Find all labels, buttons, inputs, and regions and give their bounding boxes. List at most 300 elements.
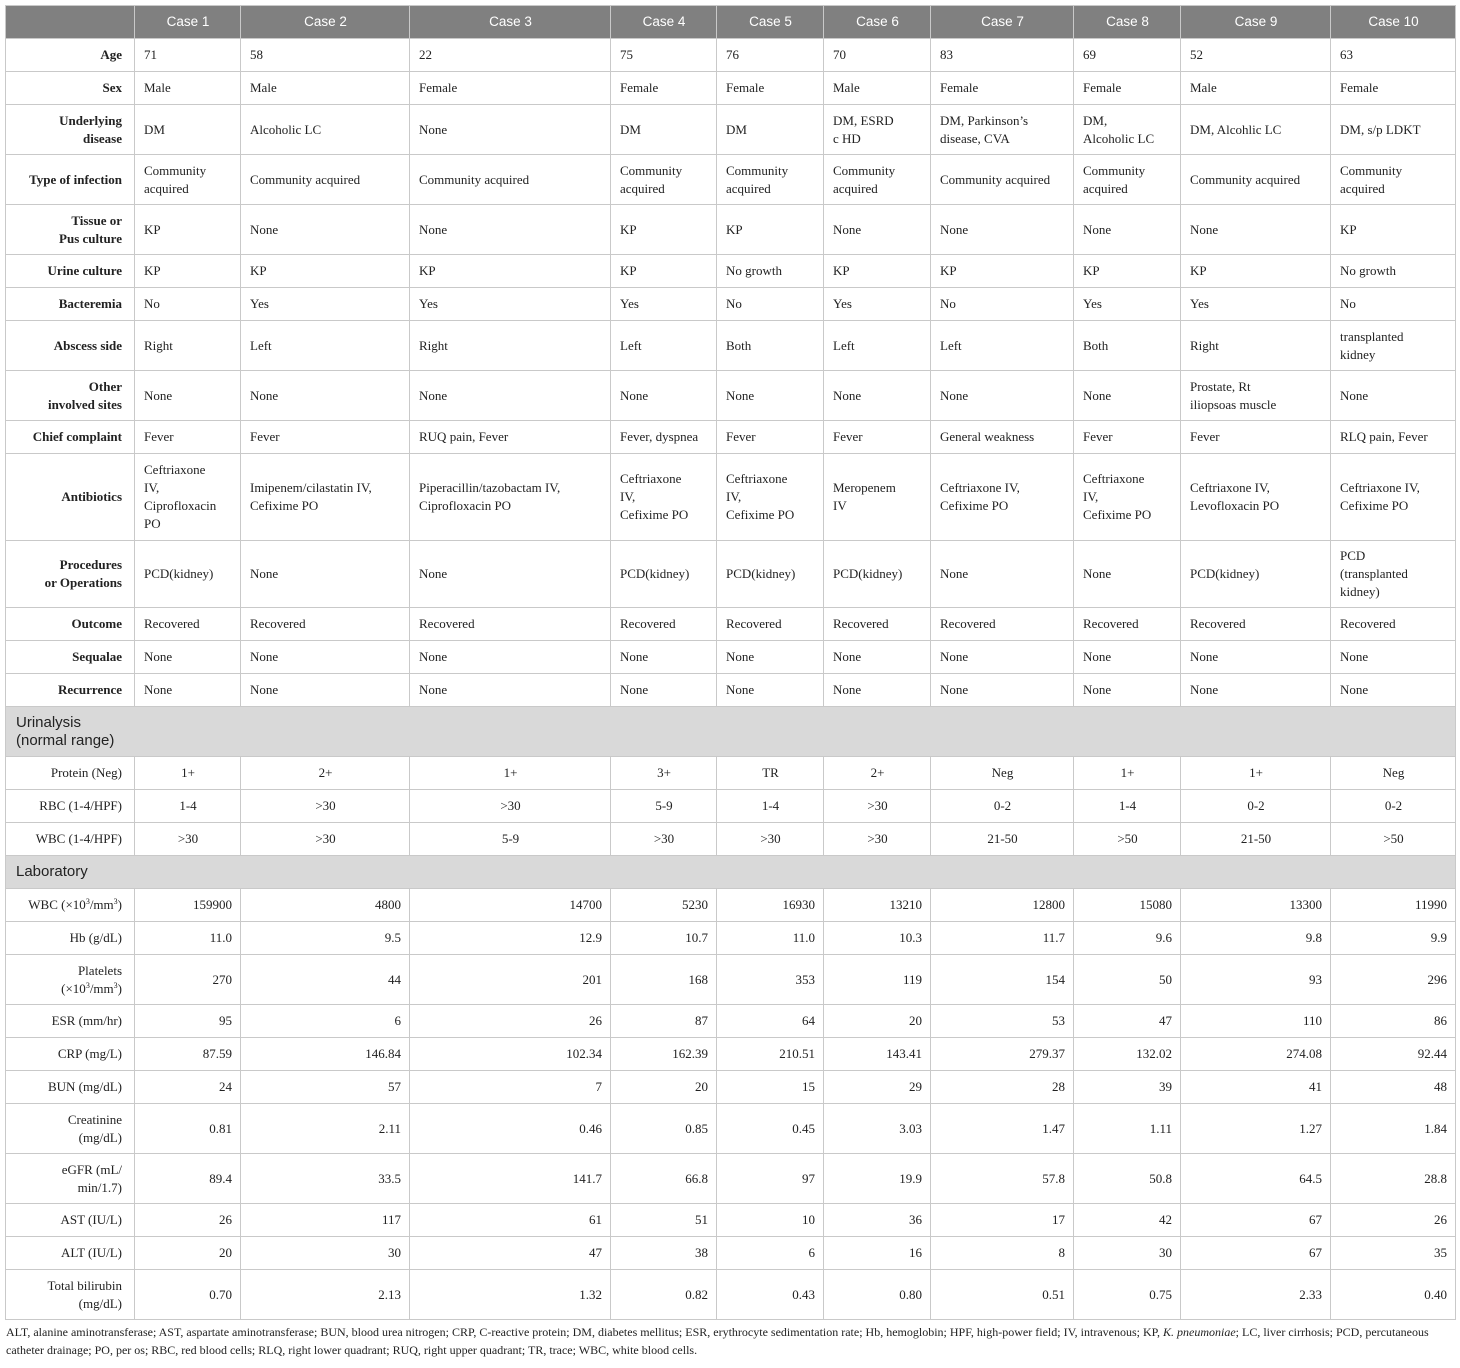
table-cell: >30 <box>241 823 410 856</box>
row-label-line: Hb (g/dL) <box>69 930 122 945</box>
cell-line: Community <box>726 162 789 178</box>
column-header-case-2: Case 2 <box>241 6 410 39</box>
table-cell: 4800 <box>241 889 410 922</box>
row-label-line: CRP (mg/L) <box>57 1046 122 1061</box>
table-cell <box>410 72 611 105</box>
cell-line: IV, <box>1083 489 1099 504</box>
table-cell <box>717 454 824 541</box>
table-cell <box>241 105 410 155</box>
cell-line: iliopsoas muscle <box>1190 396 1277 412</box>
cell-line: Recovered <box>833 616 889 631</box>
table-cell <box>1074 155 1181 205</box>
row-label <box>6 674 135 707</box>
urinalysis-section <box>6 707 1456 757</box>
table-cell: 61 <box>410 1204 611 1237</box>
cell-line: (transplanted <box>1340 566 1408 581</box>
cell-line: Recovered <box>726 616 782 631</box>
table-cell: 9.8 <box>1181 922 1331 955</box>
table-cell: 11.0 <box>717 922 824 955</box>
row-label <box>6 1204 135 1237</box>
cell-line: None <box>419 566 448 581</box>
column-header-case-1: Case 1 <box>135 6 241 39</box>
row-label <box>6 823 135 856</box>
cell-line: Ceftriaxone <box>1083 471 1145 486</box>
cell-line: acquired <box>833 180 878 196</box>
table-cell <box>717 288 824 321</box>
table-cell: 154 <box>931 955 1074 1005</box>
table-cell: 64 <box>717 1005 824 1038</box>
cell-line: Yes <box>1190 296 1209 311</box>
table-cell <box>824 454 931 541</box>
row-label <box>6 1005 135 1038</box>
cell-line: Female <box>1340 80 1379 95</box>
cell-line: Community acquired <box>419 171 530 187</box>
row-label-line: Bacteremia <box>58 296 122 311</box>
cell-line: KP <box>620 221 637 237</box>
clinical-row <box>6 255 1456 288</box>
table-cell: 1-4 <box>717 790 824 823</box>
cell-line: None <box>1190 682 1219 697</box>
table-cell <box>824 371 931 421</box>
table-cell <box>135 421 241 454</box>
cell-line: KP <box>1083 263 1100 278</box>
cell-line: None <box>250 387 279 403</box>
cell-line: Piperacillin/tazobactam IV, <box>419 480 561 495</box>
table-cell: 1-4 <box>135 790 241 823</box>
cell-line: Community <box>144 162 207 178</box>
cell-line: Cefixime PO <box>1340 498 1409 513</box>
table-cell <box>135 155 241 205</box>
laboratory-row <box>6 955 1456 1005</box>
table-cell <box>410 608 611 641</box>
cell-line: None <box>419 649 448 664</box>
table-cell: 89.4 <box>135 1154 241 1204</box>
table-cell <box>135 255 241 288</box>
table-cell: 67 <box>1181 1237 1331 1270</box>
footnote-text-1: ALT, alanine aminotransferase; AST, aspartate aminotransferase; BUN, blood urea nitrogen; CRP, C-reactive protein; DM, diabetes mellitus; ESR, erythrocyte sedimentation rate; Hb, hemoglobin; HPF, high-power field; IV, intravenous; KP, <box>6 1325 1164 1339</box>
cell-line: None <box>833 221 862 237</box>
column-header-case-3: Case 3 <box>410 6 611 39</box>
table-cell: 353 <box>717 955 824 1005</box>
row-label <box>6 39 135 72</box>
table-cell <box>1331 674 1456 707</box>
table-cell <box>824 674 931 707</box>
table-cell <box>1181 255 1331 288</box>
cell-line: Male <box>250 80 277 95</box>
row-label-line: Platelets <box>77 962 122 978</box>
table-cell <box>717 541 824 608</box>
table-cell: 1+ <box>1181 757 1331 790</box>
cell-line: KP <box>144 263 161 278</box>
row-label <box>6 889 135 922</box>
row-label <box>6 1237 135 1270</box>
section-title-line: (normal range) <box>16 731 115 749</box>
clinical-row <box>6 454 1456 541</box>
laboratory-row <box>6 1104 1456 1154</box>
cell-line: None <box>726 649 755 664</box>
table-cell <box>1331 288 1456 321</box>
cell-line: transplanted <box>1340 328 1404 344</box>
cell-line: Alcoholic LC <box>1083 130 1155 146</box>
row-label <box>6 541 135 608</box>
table-cell: 3+ <box>611 757 717 790</box>
cell-line: PCD(kidney) <box>1190 566 1260 581</box>
row-label <box>6 790 135 823</box>
row-label-line: Pus culture <box>59 230 122 246</box>
table-footnote <box>5 1324 1458 1359</box>
table-cell: >30 <box>717 823 824 856</box>
table-cell: 17 <box>931 1204 1074 1237</box>
cell-line: None <box>1340 649 1369 664</box>
row-label-line: WBC (1-4/HPF) <box>35 831 122 846</box>
cell-line: No <box>940 296 956 311</box>
table-cell: 10.7 <box>611 922 717 955</box>
table-cell <box>1331 641 1456 674</box>
row-label-line: ESR (mm/hr) <box>51 1013 122 1028</box>
table-cell: 0-2 <box>1331 790 1456 823</box>
cell-line: DM, Parkinson’s <box>940 112 1029 128</box>
table-cell: 9.9 <box>1331 922 1456 955</box>
cell-line: None <box>1190 649 1219 664</box>
cell-line: Right <box>419 337 448 353</box>
cell-line: Ceftriaxone IV, <box>1340 480 1420 495</box>
cell-line: PO <box>144 516 161 531</box>
table-cell <box>611 321 717 371</box>
table-cell: 92.44 <box>1331 1038 1456 1071</box>
cell-line: Recovered <box>1190 616 1246 631</box>
table-cell <box>824 421 931 454</box>
cell-line: disease, CVA <box>940 130 1010 146</box>
table-cell <box>931 421 1074 454</box>
table-cell <box>931 105 1074 155</box>
table-cell <box>1331 421 1456 454</box>
row-label-part: (×10 <box>61 980 86 996</box>
clinical-row <box>6 321 1456 371</box>
row-label-line: disease <box>83 130 122 146</box>
table-cell <box>1074 421 1181 454</box>
table-cell: 0.82 <box>611 1270 717 1320</box>
cell-line: KP <box>250 263 267 278</box>
table-cell <box>824 255 931 288</box>
row-label-line: (mg/dL) <box>78 1295 122 1311</box>
row-label-line: involved sites <box>47 396 122 412</box>
table-cell <box>1181 541 1331 608</box>
table-cell <box>931 541 1074 608</box>
urinalysis-section-title <box>6 707 1456 757</box>
cell-line: Left <box>250 337 272 353</box>
table-cell: 110 <box>1181 1005 1331 1038</box>
cell-line: acquired <box>144 180 189 196</box>
table-cell: 16 <box>824 1237 931 1270</box>
table-cell <box>717 371 824 421</box>
table-cell: 0.70 <box>135 1270 241 1320</box>
clinical-row <box>6 421 1456 454</box>
table-cell <box>410 371 611 421</box>
table-cell <box>1074 39 1181 72</box>
table-cell: 12.9 <box>410 922 611 955</box>
table-cell: 1.27 <box>1181 1104 1331 1154</box>
table-cell <box>241 454 410 541</box>
table-cell <box>1074 641 1181 674</box>
table-cell: 274.08 <box>1181 1038 1331 1071</box>
cell-line: KP <box>620 263 637 278</box>
table-cell <box>241 421 410 454</box>
cell-line: Ceftriaxone <box>144 462 206 477</box>
cell-line: Right <box>144 337 173 353</box>
cell-line: None <box>620 387 649 403</box>
table-cell: 87 <box>611 1005 717 1038</box>
cell-line: Female <box>940 80 979 95</box>
cell-line: Yes <box>419 296 438 311</box>
cell-line: No <box>1340 296 1356 311</box>
cell-line: None <box>250 566 279 581</box>
clinical-row <box>6 641 1456 674</box>
cell-line: None <box>250 221 279 237</box>
table-cell: 6 <box>717 1237 824 1270</box>
row-label-line: AST (IU/L) <box>60 1212 122 1227</box>
table-cell <box>410 288 611 321</box>
cell-line: None <box>1190 221 1219 237</box>
table-cell: 20 <box>824 1005 931 1038</box>
table-cell: 50.8 <box>1074 1154 1181 1204</box>
row-label <box>6 205 135 255</box>
row-label <box>6 288 135 321</box>
table-cell <box>1181 674 1331 707</box>
cell-line: DM <box>144 121 165 137</box>
row-label <box>6 72 135 105</box>
table-cell <box>1331 255 1456 288</box>
row-label <box>6 1071 135 1104</box>
table-cell: 93 <box>1181 955 1331 1005</box>
cell-line: Female <box>1083 80 1122 95</box>
table-cell: 36 <box>824 1204 931 1237</box>
row-label-part: 3 <box>113 897 118 906</box>
table-cell: 2.13 <box>241 1270 410 1320</box>
table-cell <box>824 608 931 641</box>
cell-line: Left <box>833 337 855 353</box>
cell-line: Left <box>940 337 962 353</box>
table-header-row <box>6 6 1456 39</box>
table-cell <box>824 541 931 608</box>
table-cell: 53 <box>931 1005 1074 1038</box>
table-cell: 10.3 <box>824 922 931 955</box>
cell-line: Male <box>1190 80 1217 95</box>
clinical-row <box>6 608 1456 641</box>
table-cell <box>717 421 824 454</box>
row-label <box>6 454 135 541</box>
row-label-part: /mm <box>89 980 114 996</box>
cell-line: Community <box>1083 162 1146 178</box>
row-label <box>6 955 135 1005</box>
cell-line: None <box>726 387 755 403</box>
cell-line: DM, ESRD <box>833 112 894 128</box>
table-cell: 0-2 <box>1181 790 1331 823</box>
cell-line: IV <box>833 498 847 513</box>
table-cell <box>241 321 410 371</box>
cell-line: DM <box>726 121 747 137</box>
table-cell: 162.39 <box>611 1038 717 1071</box>
cell-line: Cefixime PO <box>726 507 795 522</box>
table-cell: TR <box>717 757 824 790</box>
row-label-line: (mg/dL) <box>78 1129 122 1145</box>
table-cell <box>241 641 410 674</box>
table-cell <box>931 255 1074 288</box>
table-cell <box>410 205 611 255</box>
table-cell <box>241 288 410 321</box>
table-cell <box>135 371 241 421</box>
table-cell <box>410 39 611 72</box>
table-cell: 51 <box>611 1204 717 1237</box>
cell-line: Left <box>620 337 642 353</box>
cell-line: 75 <box>620 47 633 62</box>
table-cell: 0.45 <box>717 1104 824 1154</box>
cell-line: acquired <box>1083 180 1128 196</box>
table-cell <box>611 421 717 454</box>
table-cell: 15080 <box>1074 889 1181 922</box>
table-cell <box>1331 72 1456 105</box>
table-cell <box>410 321 611 371</box>
table-cell <box>135 39 241 72</box>
column-header-case-7: Case 7 <box>931 6 1074 39</box>
table-cell: 19.9 <box>824 1154 931 1204</box>
cell-line: None <box>726 682 755 697</box>
table-cell: 28.8 <box>1331 1154 1456 1204</box>
cell-line: acquired <box>1340 180 1385 196</box>
row-label-line: Sequalae <box>72 649 122 664</box>
row-label-line: eGFR (mL/ <box>61 1161 122 1177</box>
table-cell: 13210 <box>824 889 931 922</box>
clinical-row <box>6 288 1456 321</box>
table-cell <box>931 205 1074 255</box>
table-cell: 141.7 <box>410 1154 611 1204</box>
table-cell <box>611 541 717 608</box>
laboratory-row <box>6 922 1456 955</box>
cell-line: Fever <box>250 429 280 444</box>
table-cell <box>410 421 611 454</box>
row-label-part: 3 <box>85 897 90 906</box>
row-label <box>6 608 135 641</box>
table-cell <box>1074 454 1181 541</box>
table-cell <box>611 255 717 288</box>
cell-line: DM, <box>1083 112 1108 128</box>
cell-line: No <box>726 296 742 311</box>
table-cell: 168 <box>611 955 717 1005</box>
table-cell <box>931 608 1074 641</box>
table-cell: 2+ <box>824 757 931 790</box>
cell-line: None <box>1083 221 1112 237</box>
cell-line: Imipenem/cilastatin IV, <box>250 480 372 495</box>
urinalysis-row <box>6 757 1456 790</box>
table-cell <box>1074 321 1181 371</box>
table-cell: 9.6 <box>1074 922 1181 955</box>
table-cell <box>1181 641 1331 674</box>
table-cell <box>135 105 241 155</box>
table-cell <box>611 205 717 255</box>
table-cell <box>824 641 931 674</box>
row-label-part: /mm <box>89 897 114 912</box>
table-cell: 0.75 <box>1074 1270 1181 1320</box>
clinical-row <box>6 674 1456 707</box>
row-label-line: Sex <box>102 80 122 95</box>
cell-line: None <box>833 649 862 664</box>
table-cell <box>1331 105 1456 155</box>
cell-line: Ceftriaxone <box>620 471 682 486</box>
table-cell <box>1074 255 1181 288</box>
table-cell: 50 <box>1074 955 1181 1005</box>
cell-line: Yes <box>833 296 852 311</box>
table-cell <box>135 674 241 707</box>
table-cell: 44 <box>241 955 410 1005</box>
table-cell <box>931 641 1074 674</box>
cell-line: None <box>940 649 969 664</box>
cell-line: Recovered <box>940 616 996 631</box>
laboratory-row <box>6 1204 1456 1237</box>
row-label-line: Other <box>88 378 122 394</box>
table-cell <box>611 674 717 707</box>
cell-line: DM, s/p LDKT <box>1340 121 1421 137</box>
table-cell <box>717 674 824 707</box>
table-cell: 48 <box>1331 1071 1456 1104</box>
table-cell: >30 <box>241 790 410 823</box>
table-cell <box>1181 421 1331 454</box>
table-cell <box>241 39 410 72</box>
table-cell: >50 <box>1074 823 1181 856</box>
table-cell <box>135 641 241 674</box>
cell-line: PCD(kidney) <box>833 566 903 581</box>
cell-line: None <box>419 682 448 697</box>
table-cell <box>611 72 717 105</box>
table-cell: Neg <box>931 757 1074 790</box>
table-cell <box>241 255 410 288</box>
table-cell <box>931 288 1074 321</box>
cell-line: None <box>1083 566 1112 581</box>
cell-line: IV, <box>620 489 636 504</box>
laboratory-row <box>6 1154 1456 1204</box>
cell-line: None <box>940 566 969 581</box>
table-cell: 1.32 <box>410 1270 611 1320</box>
cell-line: Female <box>620 80 659 95</box>
cell-line: IV, <box>726 489 742 504</box>
table-cell <box>410 105 611 155</box>
table-cell <box>931 72 1074 105</box>
table-cell <box>824 155 931 205</box>
table-cell <box>931 674 1074 707</box>
cell-line: General weakness <box>940 429 1035 444</box>
table-cell: 13300 <box>1181 889 1331 922</box>
table-cell <box>717 155 824 205</box>
cell-line: No growth <box>726 263 782 278</box>
row-label-part: WBC (×10 <box>28 897 86 912</box>
table-cell: 33.5 <box>241 1154 410 1204</box>
cell-line: Fever <box>833 429 863 444</box>
table-cell <box>1331 454 1456 541</box>
table-cell <box>611 371 717 421</box>
footnote-text-2: ; LC, liver cirrhosis; PCD, percutaneous catheter drainage; PO, per os; RBC, red blood cells; RLQ, right lower quadrant; RUQ, right upper quadrant; TR, trace; WBC, white blood cells. <box>6 1325 1429 1357</box>
table-cell <box>1074 674 1181 707</box>
cell-line: No growth <box>1340 263 1396 278</box>
table-cell: 15 <box>717 1071 824 1104</box>
cell-line: None <box>1340 387 1369 403</box>
cell-line: Yes <box>250 296 269 311</box>
table-cell: 47 <box>1074 1005 1181 1038</box>
row-label-line: Creatinine <box>67 1111 122 1127</box>
table-cell <box>824 288 931 321</box>
cell-line: 71 <box>144 47 157 62</box>
laboratory-row <box>6 1237 1456 1270</box>
cell-line: Recovered <box>419 616 475 631</box>
cell-line: Community <box>620 162 683 178</box>
cell-line: None <box>1083 387 1112 403</box>
